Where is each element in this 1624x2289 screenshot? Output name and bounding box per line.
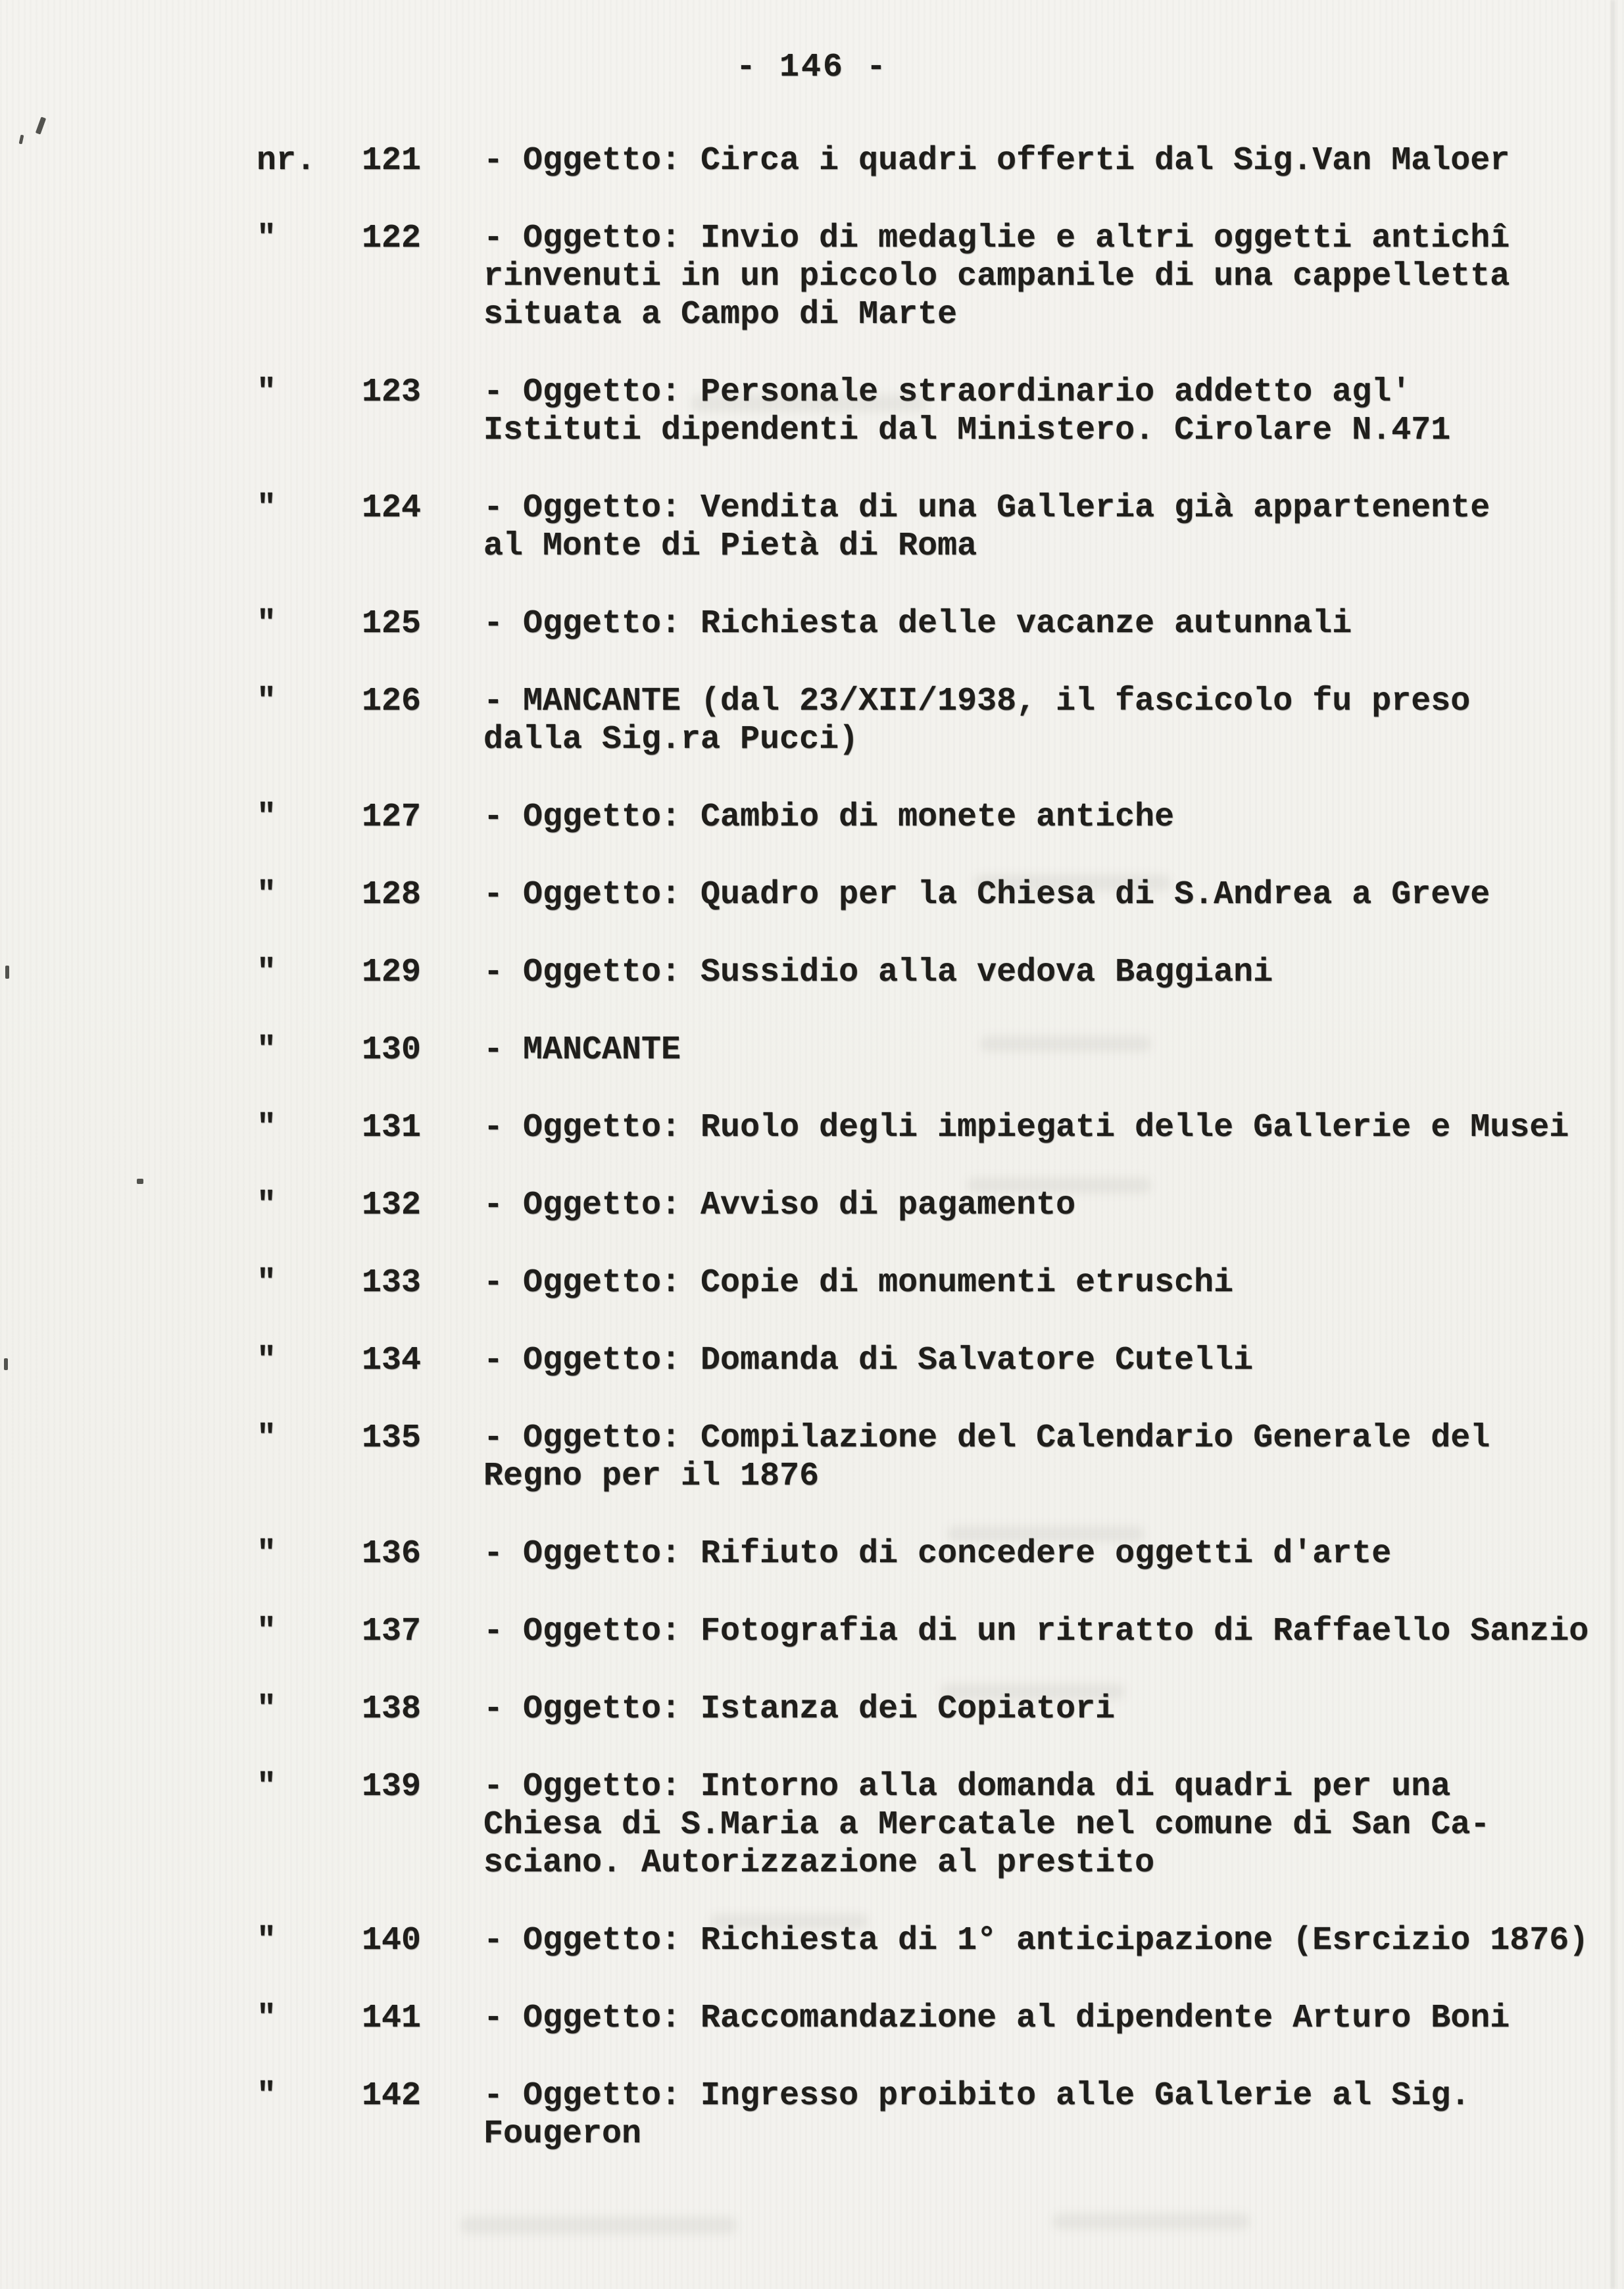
scan-smudge (947, 1526, 1144, 1542)
registry-entry-list (0, 142, 1624, 2154)
entry-line: - Oggetto: Raccomandazione al dipendente Arturo Boni (483, 2000, 1510, 2037)
entry-prefix: " (257, 799, 277, 836)
entry-line: - MANCANTE (483, 1031, 681, 1069)
scan-smudge (941, 1684, 1125, 1700)
entry-row (257, 1419, 1608, 1496)
scan-smudge (980, 1036, 1151, 1052)
entry-prefix: " (257, 220, 277, 257)
entry-row (257, 142, 1608, 180)
entry-text (483, 1613, 1608, 1651)
entry-number: 124 (362, 489, 422, 527)
entry-row (257, 1535, 1608, 1573)
entry-text (483, 799, 1608, 837)
entry-line: Istituti dipendenti dal Ministero. Cirolare N.471 (483, 412, 1451, 449)
entry-line: - Oggetto: Personale straordinario addetto agl' (483, 374, 1412, 411)
entry-prefix: " (257, 1264, 277, 1302)
entry-number: 128 (362, 876, 422, 914)
page-number: - 146 - (735, 49, 889, 86)
entry-number: 123 (362, 374, 422, 411)
entry-prefix: " (257, 2077, 277, 2115)
entry-number: 130 (362, 1031, 422, 1069)
entry-prefix: " (257, 1690, 277, 1728)
entry-line: situata a Campo di Marte (483, 296, 958, 333)
entry-prefix: " (257, 2000, 277, 2037)
entry-line: - Oggetto: Rifiuto di concedere oggetti d'arte (483, 1535, 1392, 1573)
scan-speck (4, 1358, 8, 1370)
entry-number: 135 (362, 1419, 422, 1457)
entry-text (483, 374, 1608, 450)
scan-edge-streak (1612, 0, 1615, 2289)
entry-text (483, 683, 1608, 759)
entry-row (257, 1031, 1608, 1070)
entry-prefix: " (257, 1342, 277, 1379)
entry-number: 131 (362, 1109, 422, 1146)
entry-number: 125 (362, 605, 422, 643)
entry-line: Chiesa di S.Maria a Mercatale nel comune di San Ca- (483, 1806, 1490, 1844)
entry-number: 129 (362, 954, 422, 991)
entry-row (257, 1690, 1608, 1729)
entry-line: - Oggetto: Avviso di pagamento (483, 1187, 1076, 1224)
entry-text (483, 954, 1608, 992)
entry-prefix: " (257, 954, 277, 991)
entry-prefix: " (257, 489, 277, 527)
entry-number: 127 (362, 799, 422, 836)
entry-number: 136 (362, 1535, 422, 1573)
scan-smudge (973, 875, 1171, 891)
entry-line: - Oggetto: Ruolo degli impiegati delle Gallerie e Musei (483, 1109, 1569, 1146)
entry-text (483, 1419, 1608, 1496)
entry-prefix: " (257, 605, 277, 643)
entry-line: - Oggetto: Quadro per la Chiesa di S.Andrea a Greve (483, 876, 1490, 914)
entry-text (483, 1342, 1608, 1380)
entry-text (483, 489, 1608, 566)
entry-line: - Oggetto: Domanda di Salvatore Cutelli (483, 1342, 1254, 1379)
entry-number: 141 (362, 2000, 422, 2037)
entry-number: 142 (362, 2077, 422, 2115)
entry-row (257, 605, 1608, 643)
entry-prefix: " (257, 374, 277, 411)
scan-speck (137, 1179, 143, 1184)
entry-text (483, 605, 1608, 643)
entry-text (483, 2000, 1608, 2038)
entry-line: - Oggetto: Intorno alla domanda di quadri per una (483, 1768, 1451, 1806)
entry-prefix: " (257, 876, 277, 914)
entry-row (257, 1264, 1608, 1302)
entry-text (483, 1264, 1608, 1302)
entry-row (257, 1613, 1608, 1651)
entry-text (483, 1768, 1608, 1883)
entry-number: 122 (362, 220, 422, 257)
entry-prefix: " (257, 1187, 277, 1224)
entry-line: - Oggetto: Richiesta delle vacanze autunnali (483, 605, 1352, 643)
entry-line: - Oggetto: Invio di medaglie e altri oggetti antichî (483, 220, 1510, 257)
entry-number: 126 (362, 683, 422, 720)
scan-smudge (967, 1177, 1151, 1193)
entry-line: - Oggetto: Sussidio alla vedova Baggiani (483, 954, 1273, 991)
entry-line: - Oggetto: Vendita di una Galleria già appartenente (483, 489, 1490, 527)
entry-line: - Oggetto: Copie di monumenti etruschi (483, 1264, 1234, 1302)
entry-prefix: " (257, 1419, 277, 1457)
scan-smudge (691, 395, 927, 412)
entry-number: 137 (362, 1613, 422, 1650)
entry-line: sciano. Autorizzazione al prestito (483, 1844, 1155, 1882)
entry-prefix: " (257, 683, 277, 720)
entry-text (483, 220, 1608, 334)
entry-text (483, 2077, 1608, 2154)
entry-prefix: " (257, 1613, 277, 1650)
entry-number: 121 (362, 142, 422, 180)
entry-text (483, 1922, 1608, 1960)
entry-row (257, 954, 1608, 992)
entry-row (257, 1922, 1608, 1960)
entry-number: 132 (362, 1187, 422, 1224)
entry-number: 133 (362, 1264, 422, 1302)
entry-row (257, 2000, 1608, 2038)
entry-row (257, 683, 1608, 759)
entry-row (257, 489, 1608, 566)
entry-row (257, 1187, 1608, 1225)
entry-prefix: " (257, 1535, 277, 1573)
entry-line: - Oggetto: Fotografia di un ritratto di Raffaello Sanzio (483, 1613, 1589, 1650)
scan-speck (36, 116, 46, 134)
entry-row (257, 876, 1608, 914)
entry-number: 138 (362, 1690, 422, 1728)
entry-row (257, 1342, 1608, 1380)
entry-number: 140 (362, 1922, 422, 1959)
entry-row (257, 799, 1608, 837)
scan-speck (5, 966, 9, 979)
entry-line: Regno per il 1876 (483, 1458, 820, 1495)
entry-row (257, 2077, 1608, 2154)
entry-prefix: " (257, 1922, 277, 1959)
entry-line: - Oggetto: Istanza dei Copiatori (483, 1690, 1116, 1728)
entry-line: dalla Sig.ra Pucci) (483, 721, 859, 758)
entry-prefix: " (257, 1031, 277, 1069)
entry-number: 134 (362, 1342, 422, 1379)
entry-line: rinvenuti in un piccolo campanile di una cappelletta (483, 258, 1510, 295)
entry-prefix: " (257, 1109, 277, 1146)
entry-line: - MANCANTE (dal 23/XII/1938, il fascicolo fu preso (483, 683, 1471, 720)
entry-row (257, 1109, 1608, 1147)
entry-prefix: nr. (257, 142, 316, 180)
entry-line: - Oggetto: Circa i quadri offerti dal Sig.Van Maloer (483, 142, 1510, 180)
entry-number: 139 (362, 1768, 422, 1806)
entry-text (483, 1109, 1608, 1147)
entry-line: - Oggetto: Richiesta di 1° anticipazione (Esrcizio 1876) (483, 1922, 1589, 1959)
entry-line: al Monte di Pietà di Roma (483, 528, 977, 565)
entry-prefix: " (257, 1768, 277, 1806)
entry-line: - Oggetto: Cambio di monete antiche (483, 799, 1175, 836)
entry-row (257, 374, 1608, 450)
entry-text (483, 142, 1608, 180)
entry-row (257, 1768, 1608, 1883)
scan-smudge (460, 2217, 737, 2234)
scan-smudge (1052, 2213, 1250, 2229)
scan-smudge (710, 1914, 868, 1929)
entry-line: Fougeron (483, 2115, 642, 2153)
entry-line: - Oggetto: Ingresso proibito alle Gallerie al Sig. (483, 2077, 1471, 2115)
entry-row (257, 220, 1608, 334)
entry-line: - Oggetto: Compilazione del Calendario Generale del (483, 1419, 1490, 1457)
